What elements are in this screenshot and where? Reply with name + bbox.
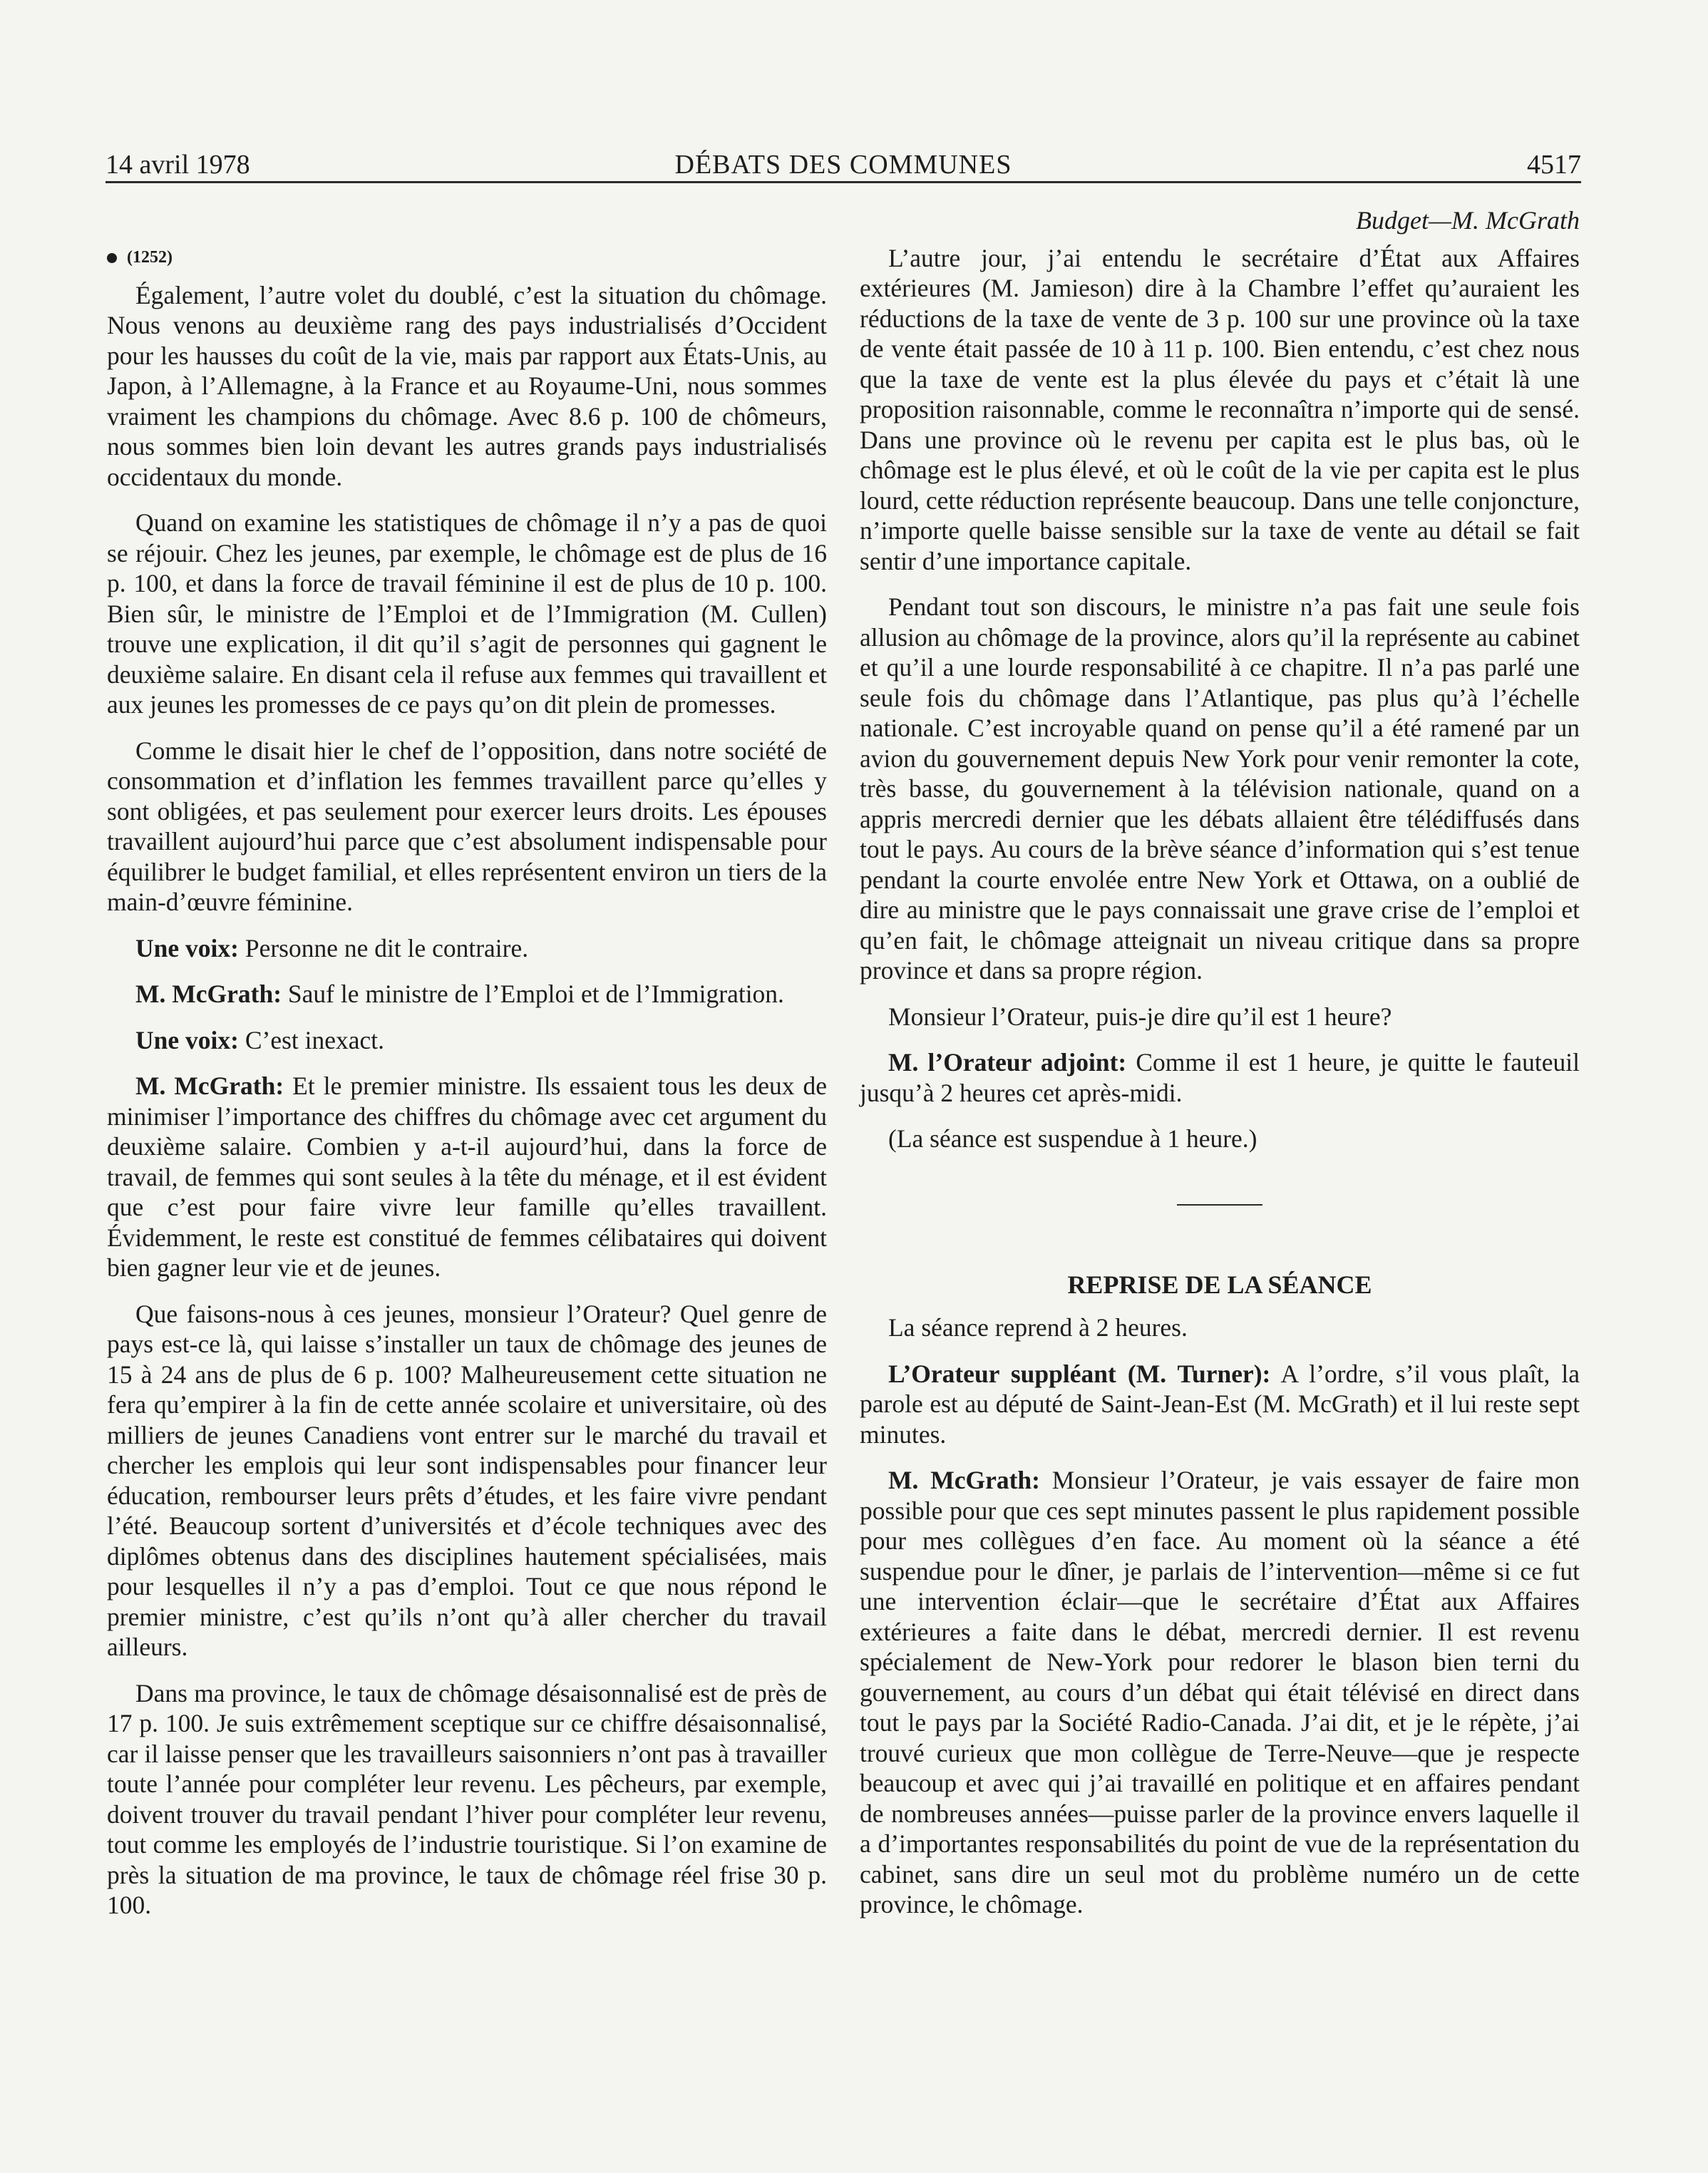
speaker-label: Une voix: bbox=[135, 933, 239, 962]
speech-deputy-speaker: M. l’Orateur adjoint: Comme il est 1 heure, je quitte le fauteuil jusqu’à 2 heures cet après-midi. bbox=[860, 1048, 1580, 1107]
speech-voice-2: Une voix: C’est inexact. bbox=[135, 1025, 385, 1054]
speech-acting-speaker: L’Orateur suppléant (M. Turner): A l’ordre, s’il vous plaît, la parole est au député de Saint-Jean-Est (M. McGrath) et il lui reste sept minutes. bbox=[860, 1359, 1580, 1449]
header-rule bbox=[106, 181, 1581, 183]
right-column bbox=[860, 205, 1580, 1936]
speech-voice-1: Une voix: Personne ne dit le contraire. bbox=[135, 933, 529, 962]
speech-mcgrath-3: M. McGrath: Monsieur l’Orateur, je vais essayer de faire mon possible pour que ces sept minutes passent le plus rapidement possible pour mes collègues d’en face. Au moment où la séance a été suspendue pour le dîner, je parlais de l’intervention—même si ce fut une intervention éclair—que le secrétaire d’État aux Affaires extérieures a faite dans le débat, mercredi dernier. Il est revenu spécialement de New-York pour redorer le blason bien terni du gouvernement, au cours d’un débat qui était télévisé en direct dans tout le pays par la Société Radio-Canada. J’ai dit, et je le répète, j’ai trouvé curieux que mon collègue de Terre-Neuve—que je respecte beaucoup et avec qui j’ai travaillé en politique et en affaires pendant de nombreuses années—puisse parler de la province envers laquelle il a d’importantes responsabilités du point de vue de la représentation du cabinet, sans dire un seul mot du problème numéro un de cette province, le chômage. bbox=[860, 1466, 1580, 1918]
speaker-label: M. McGrath: bbox=[135, 1072, 284, 1100]
page-header bbox=[106, 146, 1581, 183]
paragraph: Dans ma province, le taux de chômage désaisonnalisé est de près de 17 p. 100. Je suis extrêmement sceptique sur ce chiffre désaisonnalisé, car il laisse penser que les travailleurs saisonniers n’ont pas à travailler toute l’année pour compléter leur revenu. Les pêcheurs, par exemple, doivent trouver du travail pendant l’hiver pour compléter leur revenu, tout comme les employés de l’industrie touristique. Si l’on examine de près la situation de ma province, le taux de chômage réel frise 30 p. 100. bbox=[107, 1678, 827, 1919]
header-date: 14 avril 1978 bbox=[106, 150, 250, 180]
bullet-icon bbox=[107, 253, 117, 263]
paragraph: Également, l’autre volet du doublé, c’est la situation du chômage. Nous venons au deuxième rang des pays industrialisés d’Occident pour les hausses du coût de la vie, mais par rapport aux États-Unis, au Japon, à l’Allemagne, à la France et au Royaume-Uni, nous sommes vraiment les champions du chômage. Avec 8.6 p. 100 de chômeurs, nous sommes bien loin devant les autres grands pays industrialisés occidentaux du monde. bbox=[107, 280, 827, 491]
sitting-resumed-note: La séance reprend à 2 heures. bbox=[888, 1313, 1188, 1342]
section-divider bbox=[1177, 1204, 1262, 1206]
paragraph: Pendant tout son discours, le ministre n’a pas fait une seule fois allusion au chômage de la province, alors qu’il la représente au cabinet et qu’il a une lourde responsabilité à ce chapitre. Il n’a pas parlé une seule fois du chômage dans l’Atlantique, pas plus qu’à l’échelle nationale. C’est incroyable quand on pense qu’il a été ramené par un avion du gouvernement depuis New York pour venir remonter la cote, très basse, du gouvernement à la télévision nationale, quand on a appris mercredi dernier que les débats allaient être télédiffusés dans tout le pays. Au cours de la brève séance d’information qui s’est tenue pendant la courte envolée entre New York et Ottawa, on a oublié de dire au ministre que le pays connaissait une grave crise de l’emploi et qu’en fait, le chômage atteignait un niveau critique dans sa propre province et dans sa propre région. bbox=[860, 592, 1580, 985]
paragraph: Quand on examine les statistiques de chômage il n’y a pas de quoi se réjouir. Chez les jeunes, par exemple, le chômage est de plus de 16 p. 100, et dans la force de travail féminine il est de plus de 10 p. 100. Bien sûr, le ministre de l’Emploi et de l’Immigration (M. Cullen) trouve une explication, il dit qu’il s’agit de personnes qui gagnent le deuxième salaire. En disant cela il refuse aux femmes qui travaillent et aux jeunes les promesses de ce pays qu’on dit plein de promesses. bbox=[107, 508, 827, 719]
speaker-label: M. McGrath: bbox=[888, 1466, 1040, 1494]
speaker-label: M. McGrath: bbox=[135, 980, 282, 1008]
paragraph: Comme le disait hier le chef de l’opposition, dans notre société de consommation et d’inflation les femmes travaillent parce qu’elles y sont obligées, et pas seulement pour exercer leurs droits. Les épouses travaillent aujourd’hui parce que c’est absolument indispensable pour équilibrer le budget familial, et elles représentent environ un tiers de la main-d’œuvre féminine. bbox=[107, 736, 827, 916]
speaker-label: Une voix: bbox=[135, 1025, 239, 1054]
speech-mcgrath-1: M. McGrath: Sauf le ministre de l’Emploi et de l’Immigration. bbox=[135, 980, 784, 1008]
sitting-suspended-note: (La séance est suspendue à 1 heure.) bbox=[888, 1124, 1257, 1153]
time-marker: (1252) bbox=[107, 242, 827, 273]
header-page-number: 4517 bbox=[1527, 150, 1581, 180]
header-title: DÉBATS DES COMMUNES bbox=[674, 150, 1012, 180]
left-column bbox=[107, 205, 827, 1936]
paragraph: Monsieur l’Orateur, puis-je dire qu’il est 1 heure? bbox=[888, 1002, 1392, 1031]
paragraph: L’autre jour, j’ai entendu le secrétaire d’État aux Affaires extérieures (M. Jamieson) dire à la Chambre l’effet qu’auraient les réductions de la taxe de vente de 3 p. 100 sur une province où la taxe de vente était passée de 10 à 11 p. 100. Bien entendu, c’est chez nous que la taxe de vente est la plus élevée du pays et c’était là une proposition raisonnable, comme le reconnaîtra n’importe qui de sensé. Dans une province où le revenu per capita est le plus bas, où le chômage est le plus élevé, et où le coût de la vie per capita est le plus lourd, cette réduction représente beaucoup. Dans une telle conjoncture, n’importe quelle baisse sensible sur la taxe de vente au détail se fait sentir d’une importance capitale. bbox=[860, 243, 1580, 575]
speech-mcgrath-2: M. McGrath: Et le premier ministre. Ils essaient tous les deux de minimiser l’importance des chiffres du chômage avec cet argument du deuxième salaire. Combien y a-t-il aujourd’hui, dans la force de travail, de femmes qui sont seules à la tête du ménage, et il est évident que c’est pour faire vivre leur famille qu’elles travaillent. Évidemment, le reste est constitué de femmes célibataires qui doivent bien gagner leur vie et de jeunes. bbox=[107, 1072, 828, 1282]
running-head: Budget—M. McGrath bbox=[1356, 206, 1580, 235]
section-title: REPRISE DE LA SÉANCE bbox=[1067, 1270, 1372, 1299]
speaker-label: L’Orateur suppléant bbox=[888, 1359, 1116, 1388]
paragraph: Que faisons-nous à ces jeunes, monsieur l’Orateur? Quel genre de pays est-ce là, qui laisse s’installer un taux de chômage des jeunes de 15 à 24 ans de plus de 6 p. 100? Malheureusement cette situation ne fera qu’empirer à la fin de cette année scolaire et universitaire, où des milliers de jeunes Canadiens vont entrer sur le marché du travail et chercher les emplois qui leur sont indispensables pour financer leur éducation, rembourser leurs prêts d’études, et les faire vivre pendant l’été. Beaucoup sortent d’universités et d’école techniques avec des diplômes obtenus dans des disciplines hautement spécialisées, mais pour lesquelles il n’y a pas d’emploi. Tout ce que nous répond le premier ministre, c’est qu’ils n’ont qu’à aller chercher du travail ailleurs. bbox=[107, 1299, 827, 1661]
speaker-label: M. l’Orateur adjoint: bbox=[888, 1048, 1127, 1077]
